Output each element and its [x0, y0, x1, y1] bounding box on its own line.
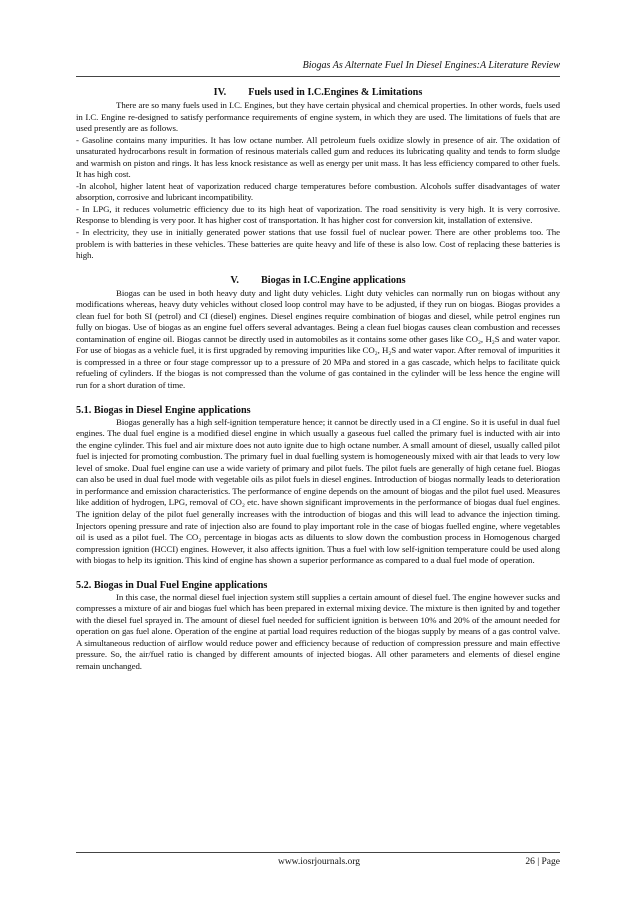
section-4-title: Fuels used in I.C.Engines & Limitations — [248, 87, 423, 98]
spacer — [76, 567, 560, 579]
section-4-number: IV. — [213, 87, 227, 98]
header-rule — [76, 76, 560, 77]
spacer — [76, 262, 560, 274]
section-5-2-body: In this case, the normal diesel fuel injection system still supplies a certain amount of diesel fuel. The engine however sucks and compresses a mixture of air and biogas fuel which has been prepared in external mixing device. The mixture is then ignited by and together with the diesel fuel sprayed in. The amount of diesel fuel needed for sufficient ignition is between 10% and 20% of the amount needed for operation on gas fuel alone. Operation of the engine at partial load requires reduction of the biogas supply by means of a gas control valve. A simultaneous reduction of airflow would reduce power and efficiency because of reduction of compression pressure and main effective pressure. So, the air/fuel ratio is changed by different amounts of injected biogas. All other parameters and elements of diesel engine remain unchanged. — [76, 591, 560, 671]
section-4-item-gasoline: - Gasoline contains many impurities. It has low octane number. All petroleum fuels oxidize slowly in presence of air. The oxidation of unsaturated hydrocarbons result in formation of resinous materials called gum and reduces its lubricating quality and tends to form sludge and warmish on piston and rings. It has less knock resistance as well as energy per unit mass. It has less efficiency compared to other fuels. It has high cost. — [76, 134, 560, 180]
page-number: 26 | Page — [525, 857, 560, 867]
section-4-item-alcohol: -In alcohol, higher latent heat of vaporization reduced charge temperatures before combustion. Alcohols suffer disadvantages of water absorption, corrosive and lubricant incompatibility. — [76, 180, 560, 203]
section-4-heading — [76, 86, 560, 99]
section-5-body: Biogas can be used in both heavy duty and light duty vehicles. Light duty vehicles can normally run on biogas without any modifications whereas, heavy duty vehicles without closed loop control may have to be adjusted, if they run on biogas. Biogas provides a clean fuel for both SI (petrol) and CI (diesel) engines. Diesel engines require combination of biogas and diesel, while petrol engines run fully on biogas. Use of biogas as an engine fuel offers several advantages. Being a clean fuel biogas causes clean combustion and recesses contamination of engine oil. Biogas cannot be directly used in automobiles as it contains some other gases like CO₂, H₂S and water vapor. For use of biogas as a vehicle fuel, it is first upgraded by removing impurities like CO₂, H₂S and water vapor. After removal of impurities it is compressed in a three or four stage compressor up to a pressure of 20 MPa and stored in a gas cascade, which helps to facilitate quick refueling of cylinders. If the biogas is not compressed than the volume of gas contained in the cylinder will be less hence the engine will run for a short duration of time. — [76, 287, 560, 391]
section-4-item-lpg: - In LPG, it reduces volumetric efficiency due to its high heat of vaporization. The road sensitivity is very high. It is very corrosive. Response to blending is very poor. It has higher cost of transportation. It has higher cost for conversion kit, installation of extensive. — [76, 203, 560, 226]
spacer — [76, 392, 560, 404]
footer-rule — [76, 852, 560, 853]
section-5-heading — [76, 274, 560, 287]
section-5-number: V. — [230, 274, 239, 286]
footer-url: www.iosrjournals.org — [277, 857, 361, 867]
section-5-2-heading: 5.2. Biogas in Dual Fuel Engine applications — [76, 579, 268, 591]
running-header: Biogas As Alternate Fuel In Diesel Engines:A Literature Review — [302, 60, 560, 71]
section-5-title: Biogas in I.C.Engine applications — [260, 274, 406, 286]
section-5-1-body: Biogas generally has a high self-ignition temperature hence; it cannot be directly used in a CI engine. So it is useful in dual fuel engines. The dual fuel engine is a modified diesel engine in which usually a gaseous fuel called the primary fuel is inducted with air into the engine cylinder. This fuel and air mixture does not auto ignite due to high octane number. A small amount of diesel, usually called pilot fuel is injected for promoting combustion. The primary fuel in dual fuelling system is homogeneously mixed with air that leads to very low level of smoke. Dual fuel engine can use a wide variety of primary and pilot fuels. The pilot fuels are generally of high cetane fuel. Biogas can also be used in dual fuel mode with vegetable oils as pilot fuels in diesel engines. Introduction of biogas normally leads to deterioration in performance and emission characteristics. The performance of engine depends on the amount of biogas and the pilot fuel used. Measures like addition of hydrogen, LPG, removal of CO₂ etc. have shown significant improvements in the performance of biogas dual fuel engines. The ignition delay of the pilot fuel generally increases with the introduction of biogas and this will lead to advance the injection timing. Injectors opening pressure and rate of injection also are found to play important role in the case of biogas fuelled engine, where vegetables oil is used as a pilot fuel. The CO₂ percentage in biogas acts as diluents to slow down the combustion process in Homogenous charged compression ignition (HCCI) engines. However, it also affects ignition. Thus a fuel with low self-ignition temperature could be used along with biogas to help its ignition. This kind of engine has shown a superior performance as compared to a dual fuel mode of operation. — [76, 416, 560, 566]
section-4-intro: There are so many fuels used in I.C. Engines, but they have certain physical and chemical properties. In other words, fuels used in I.C. Engine re-designed to satisfy performance requirements of engine system, in which they are used. The limitations of fuels that are used presently are as follows. — [76, 100, 560, 134]
section-5-1-heading: 5.1. Biogas in Diesel Engine applications — [76, 404, 251, 416]
section-4-item-electricity: - In electricity, they use in initially generated power stations that use fossil fuel of nuclear power. There are other problems too. The problem is with batteries in these vehicles. These batteries are quite heavy and life of these is also low. Cost of replacing these batteries is high. — [76, 227, 560, 261]
page-content — [76, 86, 560, 673]
